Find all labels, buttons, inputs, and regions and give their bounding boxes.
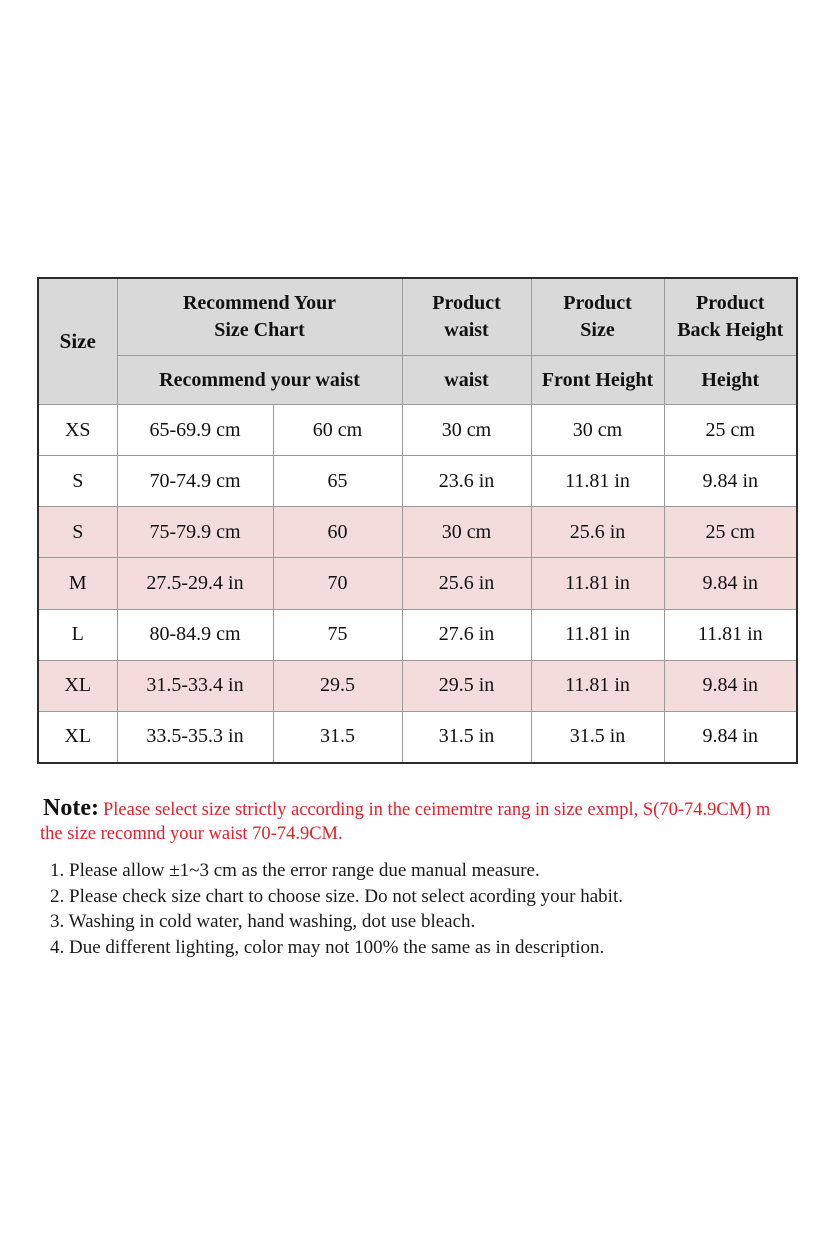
back-height-cell: 25 cm [664,405,797,456]
product-waist-cell: 29.5 in [402,660,531,711]
instruction-item: 1. Please allow ±1~3 cm as the error range due manual measure. [50,860,540,881]
product-waist-cell: 30 cm [402,507,531,558]
product-size-header [531,278,664,356]
header-row [38,278,797,356]
instruction-item: 2. Please check size chart to choose size. Do not select acording your habit. [50,885,623,907]
recommend-cell: 65 [273,456,402,507]
front-height-cell: 25.6 in [531,507,664,558]
height-subheader: Height [664,356,797,405]
table-row [38,711,797,763]
front-height-cell: 11.81 in [531,456,664,507]
size-cell: M [38,558,117,609]
size-cell: S [38,456,117,507]
note-text-line2: the size recomnd your waist 70-74.9CM. [40,824,343,844]
table-row [38,558,797,609]
back-height-cell: 25 cm [664,507,797,558]
recommend-cell: 29.5 [273,660,402,711]
product-size-header-line2: Size [580,319,615,341]
recommend-cell: 60 cm [273,405,402,456]
recommend-header-line1: Recommend Your [182,292,337,314]
front-height-cell: 11.81 in [531,558,664,609]
instructions-list [50,858,623,960]
front-height-cell: 30 cm [531,405,664,456]
recommend-cell: 75 [273,609,402,660]
size-cell: XS [38,405,117,456]
waist-range-cell: 70-74.9 cm [117,456,273,507]
front-height-cell: 11.81 in [531,609,664,660]
product-size-header-line1: Product [563,292,632,314]
waist-range-cell: 65-69.9 cm [117,405,273,456]
back-height-cell: 9.84 in [664,711,797,763]
size-chart-table [37,277,798,764]
product-waist-cell: 23.6 in [402,456,531,507]
instruction-item: 3. Washing in cold water, hand washing, dot use bleach. [50,911,476,932]
recommend-cell: 60 [273,507,402,558]
waist-range-cell: 80-84.9 cm [117,609,273,660]
table-row [38,456,797,507]
recommend-header-line2: Size Chart [214,319,305,341]
size-cell: XL [38,660,117,711]
front-height-cell: 31.5 in [531,711,664,763]
subheader-row [38,356,797,405]
product-waist-header [402,278,531,356]
table-row [38,405,797,456]
waist-range-cell: 27.5-29.4 in [117,558,273,609]
recommend-cell: 31.5 [273,711,402,763]
waist-range-cell: 75-79.9 cm [117,507,273,558]
product-waist-cell: 30 cm [402,405,531,456]
size-cell: S [38,507,117,558]
back-height-cell: 9.84 in [664,558,797,609]
back-height-cell: 9.84 in [664,660,797,711]
waist-range-cell: 31.5-33.4 in [117,660,273,711]
product-waist-header-line1: Product [432,292,501,314]
front-height-cell: 11.81 in [531,660,664,711]
table-row [38,660,797,711]
note-label: Note: [43,795,99,821]
recommend-cell: 70 [273,558,402,609]
table-row [38,507,797,558]
size-cell: XL [38,711,117,763]
note-text-line1: Please select size strictly according in the ceimemtre rang in size exmpl, S(70-74.9CM) m [102,800,771,820]
note-block [40,795,832,845]
back-height-header-line1: Product [695,292,765,314]
waist-range-cell: 33.5-35.3 in [117,711,273,763]
table-body [38,405,797,764]
product-waist-cell: 31.5 in [402,711,531,763]
size-cell: L [38,609,117,660]
front-height-subheader: Front Height [531,356,664,405]
instruction-item: 4. Due different lighting, color may not 100% the same as in description. [50,936,605,958]
table-row [38,609,797,660]
waist-subheader: waist [402,356,531,405]
back-height-cell: 9.84 in [664,456,797,507]
product-waist-header-line2: waist [444,319,489,341]
back-height-header [664,278,797,356]
product-waist-cell: 25.6 in [402,558,531,609]
back-height-cell: 11.81 in [664,609,797,660]
recommend-waist-subheader: Recommend your waist [117,356,402,405]
product-waist-cell: 27.6 in [402,609,531,660]
back-height-header-line2: Back Height [677,319,784,341]
recommend-size-header [117,278,402,356]
size-header: Size [38,278,117,405]
